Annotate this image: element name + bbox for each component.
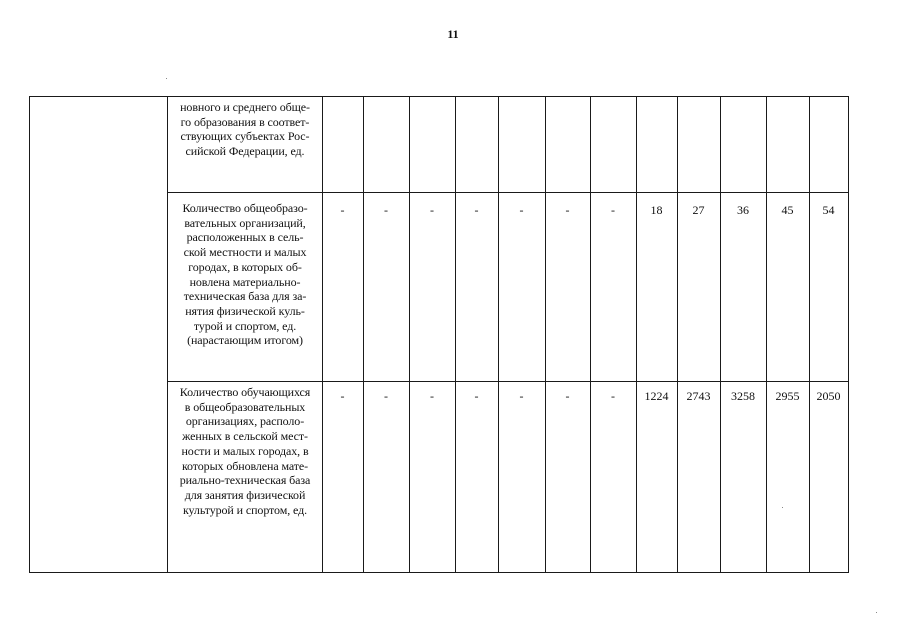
value-cell: - xyxy=(430,203,434,217)
value-cell: 1224 xyxy=(644,389,669,403)
column-divider xyxy=(322,96,323,573)
value-cell: 2955 xyxy=(775,389,800,403)
table-bottom-border xyxy=(29,572,849,573)
value-cell: - xyxy=(430,389,434,403)
scan-speck xyxy=(166,78,167,79)
column-divider xyxy=(720,96,721,573)
value-cell: - xyxy=(474,203,479,217)
column-divider xyxy=(409,96,410,573)
column-divider xyxy=(636,96,637,573)
scan-speck xyxy=(876,612,877,613)
value-cell: - xyxy=(340,203,345,217)
column-divider xyxy=(498,96,499,573)
value-cell: - xyxy=(384,203,388,217)
value-cell: 3258 xyxy=(731,389,755,403)
value-cell: - xyxy=(565,389,570,403)
value-cell: - xyxy=(340,389,345,403)
column-divider xyxy=(545,96,546,573)
column-divider xyxy=(590,96,591,573)
value-cell: 2743 xyxy=(686,389,711,403)
value-cell: 18 xyxy=(650,203,663,217)
value-cell: - xyxy=(565,203,570,217)
value-cell: 36 xyxy=(737,203,749,217)
indicator-cell: Количество обучающихся в общеобразовательных организациях, располо- женных в сельской мест- ности и малых городах, в которых обновлена мате- риально-техническая база для занятия физической культурой и спортом, ед. xyxy=(179,385,311,517)
column-divider xyxy=(677,96,678,573)
value-cell: - xyxy=(519,389,524,403)
row-divider xyxy=(167,381,849,382)
value-cell: - xyxy=(611,389,615,403)
indicator-cell: новного и среднего обще- го образования в соответ- ствующих субъектах Рос- сийской Федерации, ед. xyxy=(180,100,310,159)
value-cell: 27 xyxy=(692,203,705,217)
column-divider xyxy=(809,96,810,573)
column-divider xyxy=(363,96,364,573)
value-cell: - xyxy=(384,389,388,403)
value-cell: - xyxy=(611,203,615,217)
row-divider xyxy=(167,192,849,193)
column-divider xyxy=(455,96,456,573)
page-number: 11 xyxy=(447,27,459,41)
value-cell: 45 xyxy=(781,203,794,217)
table-top-border xyxy=(29,96,849,97)
column-divider xyxy=(766,96,767,573)
scan-speck xyxy=(782,507,783,508)
value-cell: - xyxy=(519,203,524,217)
indicator-cell: Количество общеобразо- вательных организаций, расположенных в сель- ской местности и малых городах, в которых об- новлена материально- техническая база для за- нятия физической куль- турой и спортом, ед. (нарастающим итогом) xyxy=(182,201,308,348)
value-cell: - xyxy=(474,389,479,403)
column-divider xyxy=(29,96,30,573)
table-right-border xyxy=(848,96,849,573)
value-cell: 2050 xyxy=(816,389,841,403)
value-cell: 54 xyxy=(822,203,835,217)
